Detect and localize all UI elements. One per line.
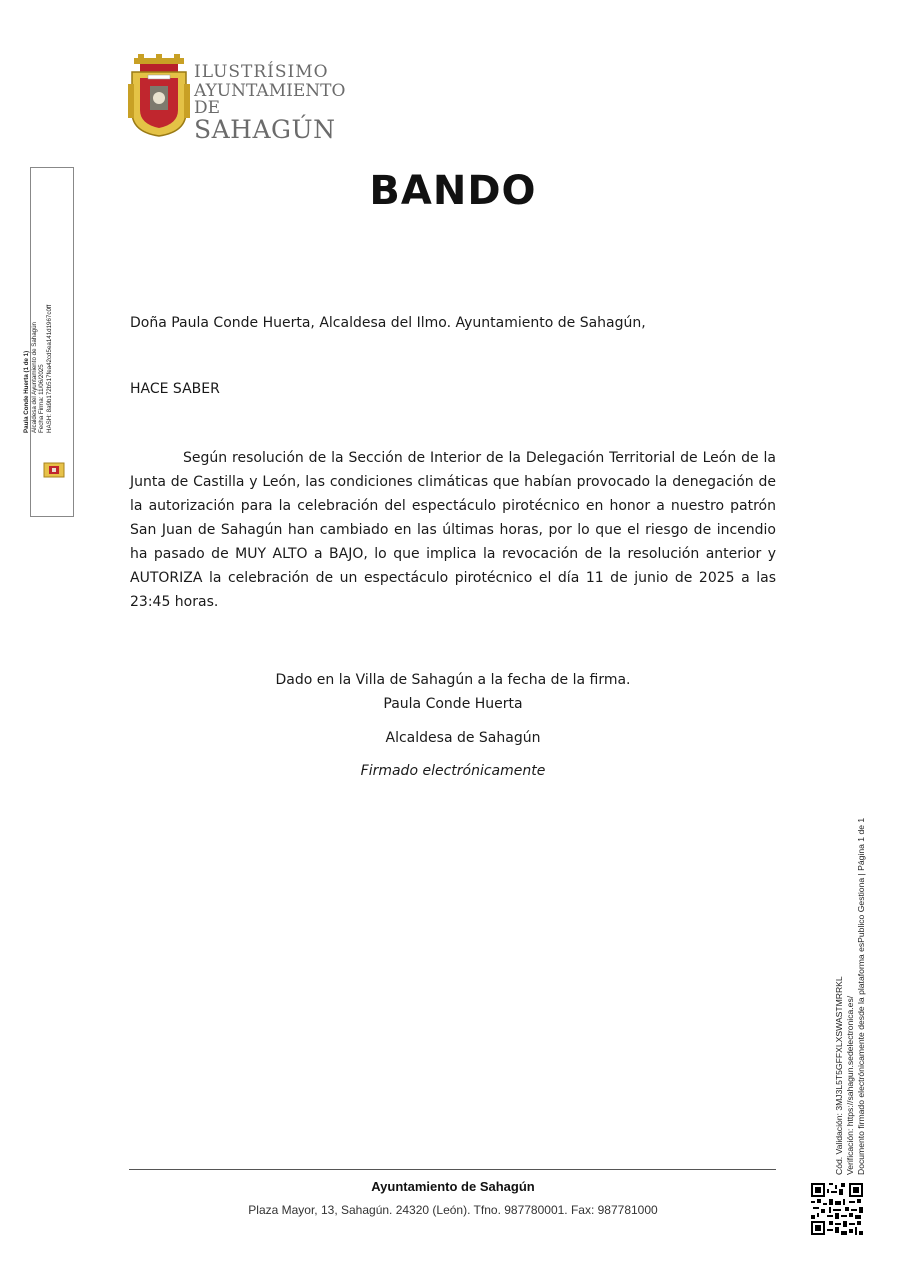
stamp-seal-icon bbox=[43, 462, 65, 478]
signer-role: Alcaldesa de Sahagún bbox=[385, 730, 541, 746]
stamp-signer: Paula Conde Huerta (1 de 1) bbox=[23, 350, 30, 433]
municipal-logo bbox=[128, 54, 346, 144]
logo-wordmark bbox=[194, 64, 345, 142]
stamp-hash: HASH: 8a9b172b517fea42cd5ea141d1967c0ff bbox=[45, 304, 53, 433]
validation-code: Cód. Validación: 3MJ3L5T5GFFXLXSWASTMRRKL bbox=[834, 976, 844, 1175]
logo-line-2: AYUNTAMIENTO DE bbox=[194, 81, 346, 118]
logo-line-1: ILUSTRÍSIMO bbox=[194, 62, 329, 82]
footer-organization: Ayuntamiento de Sahagún bbox=[371, 1179, 535, 1194]
qr-code-icon bbox=[811, 1183, 863, 1235]
footer-divider bbox=[129, 1169, 776, 1170]
coat-of-arms-icon bbox=[128, 54, 190, 138]
verification-url: Verificación: https://sahagun.sedelectronica.es/ bbox=[845, 995, 855, 1175]
stamp-role: Alcaldesa del Ayuntamiento de Sahagún bbox=[30, 322, 38, 433]
dado-line: Dado en la Villa de Sahagún a la fecha de la firma. bbox=[275, 672, 631, 688]
document-title: BANDO bbox=[369, 168, 537, 214]
hace-saber: HACE SABER bbox=[130, 381, 220, 397]
stamp-date: Fecha Firma: 11/06/2025 bbox=[38, 364, 45, 433]
signature-stamp-text bbox=[23, 273, 63, 433]
logo-line-3: SAHAGÚN bbox=[194, 115, 336, 144]
platform-note: Documento firmado electrónicamente desde la plataforma esPublico Gestiona | Página 1 de 1 bbox=[856, 817, 866, 1175]
verification-text bbox=[834, 795, 870, 1175]
signed-electronically: Firmado electrónicamente bbox=[360, 763, 546, 779]
footer-address: Plaza Mayor, 13, Sahagún. 24320 (León). Tfno. 987780001. Fax: 987781000 bbox=[248, 1203, 658, 1217]
intro-line: Doña Paula Conde Huerta, Alcaldesa del Ilmo. Ayuntamiento de Sahagún, bbox=[130, 315, 646, 331]
body-paragraph: Según resolución de la Sección de Interior de la Delegación Territorial de León de la Junta de Castilla y León, las condiciones climáticas que habían provocado la denegación de la autorización para la celebración del espectáculo pirotécnico en honor a nuestro patrón San Juan de Sahagún han cambiado en las últimas horas, por lo que el riesgo de incendio ha pasado de MUY ALTO a BAJO, lo que implica la revocación de la resolución anterior y AUTORIZA la celebración de un espectáculo pirotécnico el día 11 de junio de 2025 a las 23:45 horas. bbox=[130, 450, 776, 610]
signer-name: Paula Conde Huerta bbox=[383, 696, 523, 712]
